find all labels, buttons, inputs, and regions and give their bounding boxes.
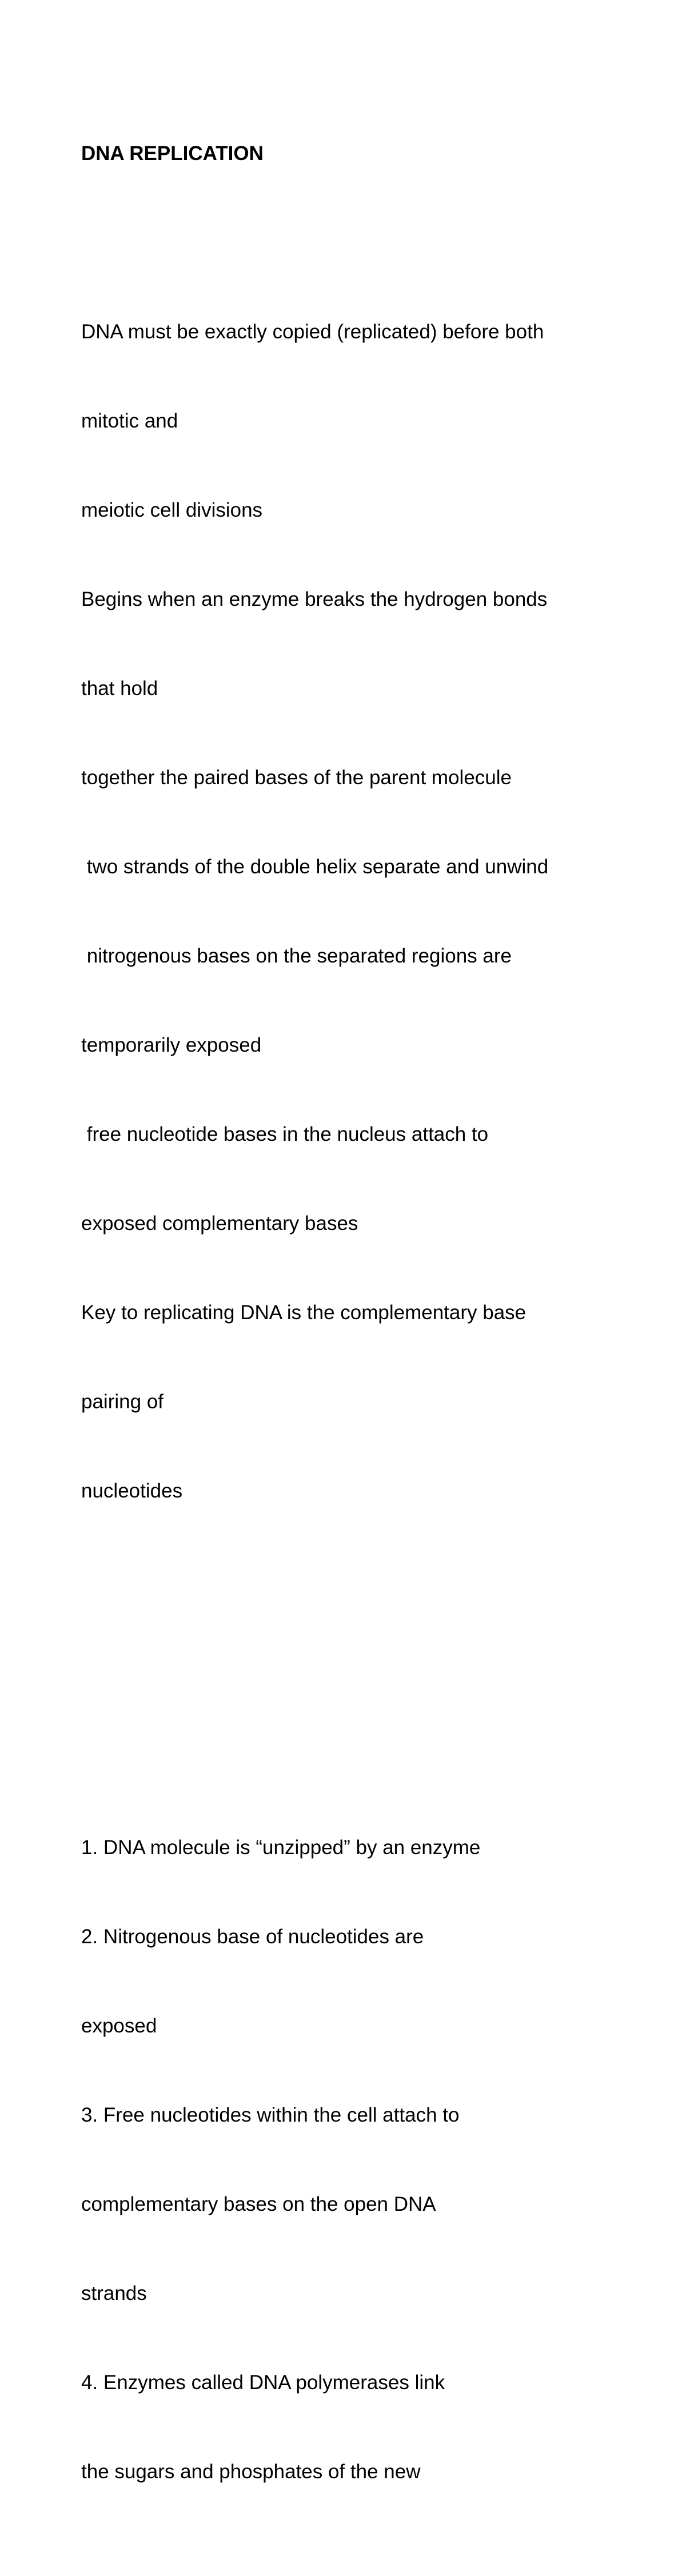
steps-section [81,1774,653,2546]
text-line: together the paired bases of the parent molecule [81,766,512,789]
step-line: complementary bases on the open DNA [81,2193,436,2215]
intro-section [81,258,653,1565]
step-line: 2. Nitrogenous base of nucleotides are [81,1926,424,1948]
page-title: DNA REPLICATION [81,142,264,165]
text-line: Key to replicating DNA is the complementary base [81,1301,527,1324]
text-line: pairing of [81,1391,163,1413]
text-line: two strands of the double helix separate and unwind [81,856,549,878]
document-page [81,79,653,2576]
step-line: 1. DNA molecule is “unzipped” by an enzyme [81,1836,481,1859]
text-line: nucleotides [81,1480,183,1502]
blank-line [81,1655,653,1684]
step-line: the sugars and phosphates of the new [81,2461,421,2483]
text-line: Begins when an enzyme breaks the hydrogen bonds [81,588,548,610]
text-line: that hold [81,677,158,700]
text-line: DNA must be exactly copied (replicated) before both [81,321,544,343]
step-line: 3. Free nucleotides within the cell attach to [81,2104,460,2126]
text-line: nitrogenous bases on the separated regions are [81,945,512,967]
text-line: free nucleotide bases in the nucleus attach to [81,1123,489,1145]
text-line: exposed complementary bases [81,1212,358,1235]
step-line: 4. Enzymes called DNA polymerases link [81,2371,445,2394]
text-line: mitotic and [81,410,178,432]
step-line: strands [81,2282,147,2305]
text-line: temporarily exposed [81,1034,262,1056]
text-line: meiotic cell divisions [81,499,263,521]
step-line: exposed [81,2015,157,2037]
